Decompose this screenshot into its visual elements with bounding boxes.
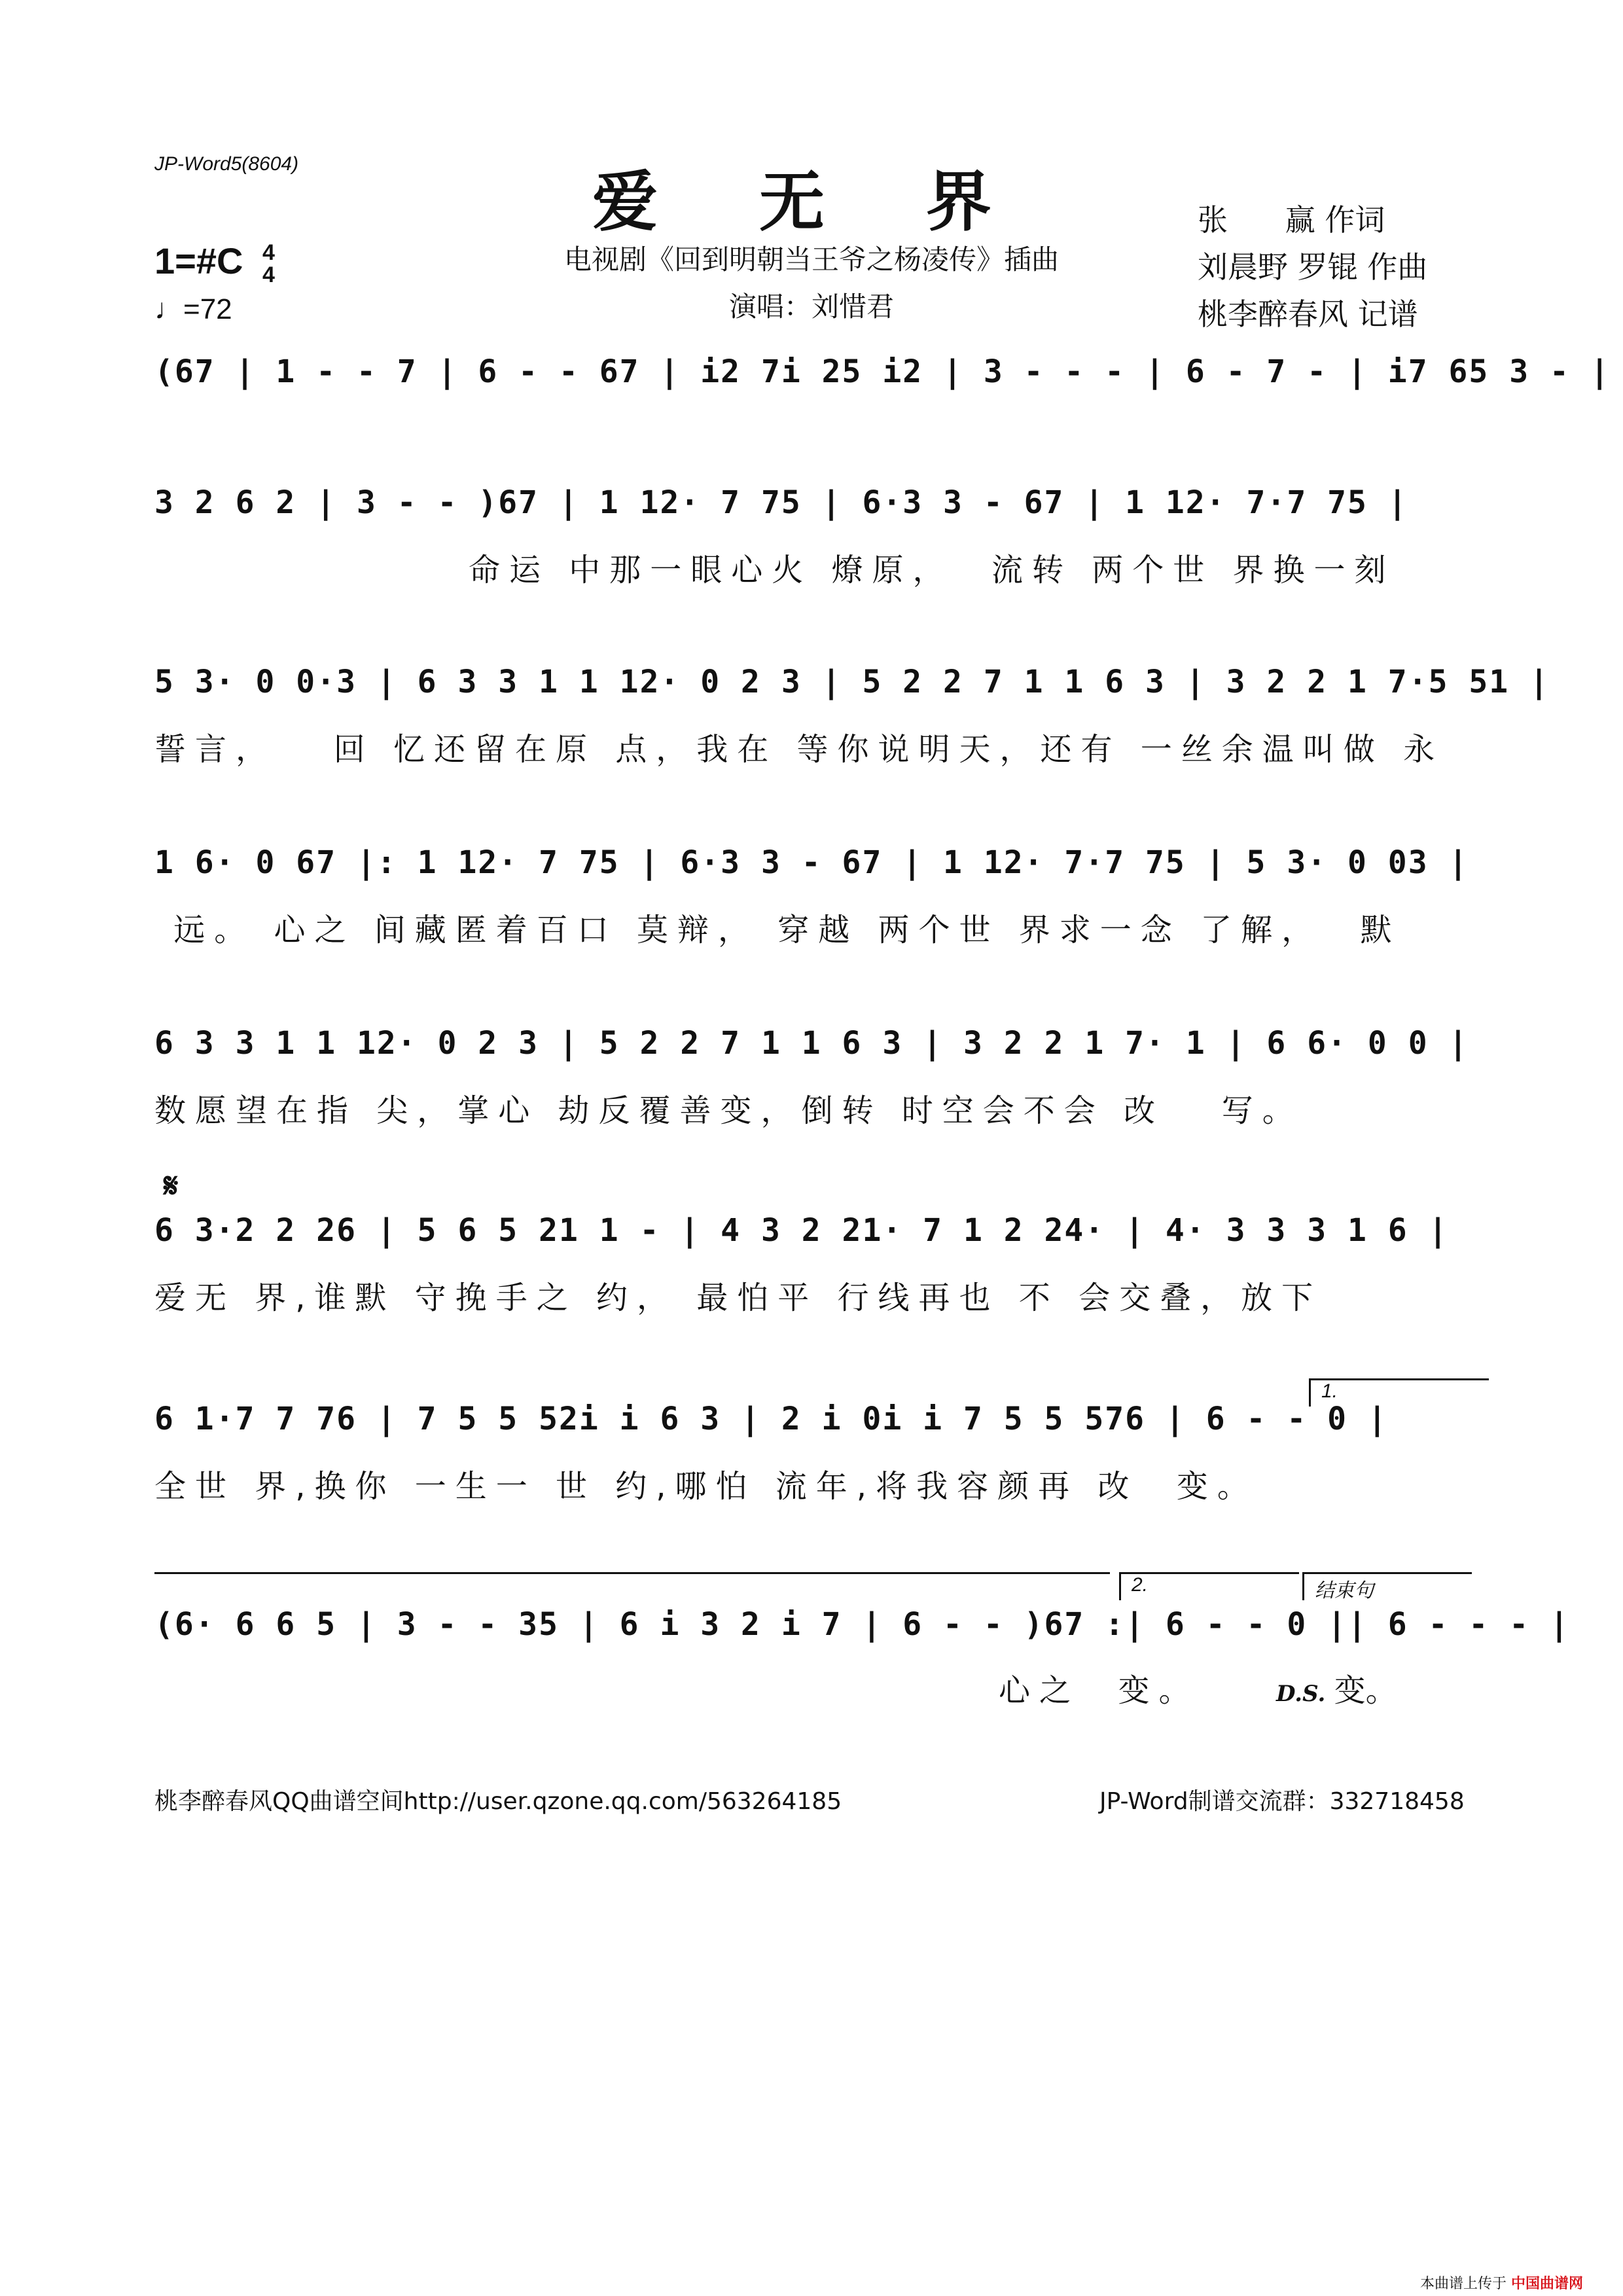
software-label: JP-Word5(8604): [154, 153, 299, 175]
notes-line: 3 2 6 2 | 3 - - )67 | 1 12· 7 75 | 6·3 3 - 67 | 1 12· 7·7 75 |: [154, 484, 1408, 521]
watermark: [1420, 2272, 1583, 2293]
time-bottom: 4: [262, 262, 275, 288]
lyrics-line: 誓言， 回 忆还留在原 点，我在 等你说明天，还有 一丝余温叫做 永: [154, 731, 1444, 768]
ds-lyric: 变。: [1334, 1674, 1397, 1708]
key-label: 1=#C: [154, 240, 243, 281]
lyrics-line: 命运 中那一眼心火 燎原， 流转 两个世 界换一刻: [469, 552, 1395, 588]
ending-volta: 结束句: [1302, 1572, 1472, 1600]
key-signature: [154, 240, 275, 286]
notes-line: (67 | 1 - - 7 | 6 - - 67 | i2 7i 25 i2 | 3 - - - | 6 - 7 - | i7 65 3 - |: [154, 353, 1611, 390]
lyrics-line: 数愿望在指 尖，掌心 劫反覆善变，倒转 时空会不会 改 写。: [154, 1092, 1303, 1129]
song-title: 爱 无 界: [592, 163, 1031, 240]
lyrics-line: 爱无 界,谁默 守挽手之 约， 最怕平 行线再也 不 会交叠，放下: [154, 1280, 1323, 1316]
tempo-mark: ♩=72: [154, 293, 232, 325]
singer-credit: 演唱：刘惜君: [728, 291, 894, 323]
lyricist-credit: 张 赢 作词: [1198, 202, 1385, 238]
song-subtitle: 电视剧《回到明朝当王爷之杨凌传》插曲: [563, 243, 1059, 276]
composer-credit: 刘晨野 罗锟 作曲: [1198, 249, 1428, 285]
footer-group: JP-Word制谱交流群：332718458: [1099, 1788, 1465, 1815]
ending-lyric: [1276, 1665, 1397, 1710]
volta-2: 2.: [1119, 1572, 1299, 1600]
volta-1: 1.: [1309, 1378, 1489, 1407]
watermark-brand: 中国曲谱网: [1511, 2276, 1584, 2292]
ds-mark: D.S.: [1276, 1681, 1326, 1707]
time-signature: [262, 242, 275, 286]
time-top: 4: [262, 240, 275, 266]
lyrics-line: 心之 变。: [999, 1672, 1200, 1709]
notes-line: 6 3·2 2 26 | 5 6 5 21 1 - | 4 3 2 21· 7 1 2 24· | 4· 3 3 3 1 6 |: [154, 1212, 1449, 1249]
watermark-prefix: 本曲谱上传于: [1420, 2276, 1507, 2292]
notes-line: 5 3· 0 0·3 | 6 3 3 1 1 12· 0 2 3 | 5 2 2 7 1 1 6 3 | 3 2 2 1 7·5 51 |: [154, 664, 1550, 700]
repeat-bracket-line: [154, 1572, 1110, 1574]
notes-line: 1 6· 0 67 |: 1 12· 7 75 | 6·3 3 - 67 | 1 12· 7·7 75 | 5 3· 0 03 |: [154, 844, 1469, 881]
credits-block: [1198, 196, 1427, 338]
transcriber-credit: 桃李醉春风 记谱: [1198, 296, 1418, 332]
notes-line: (6· 6 6 5 | 3 - - 35 | 6 i 3 2 i 7 | 6 - - )67 :| 6 - - 0 || 6 - - - |: [154, 1606, 1570, 1643]
notes-line: 6 1·7 7 76 | 7 5 5 52i i 6 3 | 2 i 0i i 7 5 5 576 | 6 - - 0 |: [154, 1401, 1388, 1437]
lyrics-line: 全世 界,换你 一生一 世 约,哪怕 流年,将我容颜再 改 变。: [154, 1468, 1258, 1505]
segno-sign: 𝄋: [164, 1167, 179, 1205]
lyrics-line: 远。 心之 间藏匿着百口 莫辩， 穿越 两个世 界求一念 了解， 默: [154, 912, 1401, 948]
footer-source: 桃李醉春风QQ曲谱空间http://user.qzone.qq.com/563264185: [154, 1788, 842, 1815]
notes-line: 6 3 3 1 1 12· 0 2 3 | 5 2 2 7 1 1 6 3 | 3 2 2 1 7· 1 | 6 6· 0 0 |: [154, 1025, 1469, 1062]
